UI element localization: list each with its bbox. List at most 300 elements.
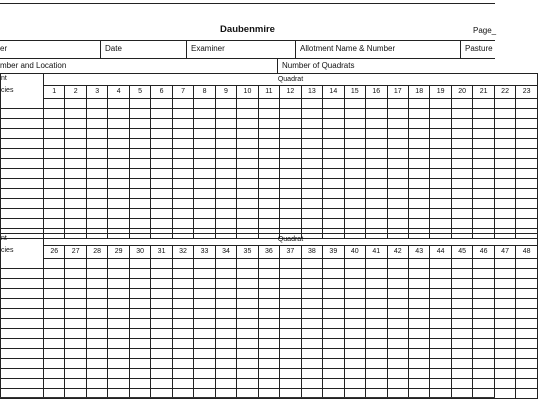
bottom-cover-cell[interactable] — [44, 369, 65, 379]
top-cover-cell[interactable] — [451, 189, 472, 199]
top-cover-cell[interactable] — [65, 199, 86, 209]
top-cover-cell[interactable] — [280, 129, 301, 139]
top-cover-cell[interactable] — [387, 189, 408, 199]
bottom-cover-cell[interactable] — [172, 379, 193, 389]
bottom-cover-cell[interactable] — [323, 339, 344, 349]
bottom-cover-cell[interactable] — [344, 259, 365, 269]
top-cover-cell[interactable] — [366, 99, 387, 109]
top-cover-cell[interactable] — [430, 119, 451, 129]
bottom-cover-cell[interactable] — [237, 319, 258, 329]
top-cover-cell[interactable] — [323, 109, 344, 119]
bottom-cover-cell[interactable] — [451, 339, 472, 349]
top-cover-cell[interactable] — [387, 219, 408, 229]
top-cover-cell[interactable] — [86, 179, 107, 189]
top-cover-cell[interactable] — [280, 119, 301, 129]
bottom-cover-cell[interactable] — [430, 319, 451, 329]
top-cover-cell[interactable] — [408, 189, 429, 199]
pasture-field-label[interactable]: Pasture — [465, 44, 493, 53]
top-cover-cell[interactable] — [44, 209, 65, 219]
top-cover-cell[interactable] — [129, 189, 150, 199]
top-cover-cell[interactable] — [473, 149, 494, 159]
top-cover-cell[interactable] — [65, 179, 86, 189]
top-cover-cell[interactable] — [408, 179, 429, 189]
top-cover-cell[interactable] — [258, 129, 279, 139]
bottom-cover-cell[interactable] — [430, 279, 451, 289]
top-cover-cell[interactable] — [323, 149, 344, 159]
bottom-cover-cell[interactable] — [516, 379, 538, 389]
bottom-cover-cell[interactable] — [129, 299, 150, 309]
top-cover-cell[interactable] — [344, 219, 365, 229]
top-cover-cell[interactable] — [301, 189, 322, 199]
bottom-cover-cell[interactable] — [237, 329, 258, 339]
bottom-cover-cell[interactable] — [301, 349, 322, 359]
top-cover-cell[interactable] — [430, 219, 451, 229]
top-cover-cell[interactable] — [65, 219, 86, 229]
top-cover-cell[interactable] — [108, 209, 129, 219]
bottom-cover-cell[interactable] — [408, 299, 429, 309]
bottom-cover-cell[interactable] — [301, 369, 322, 379]
top-cover-cell[interactable] — [387, 139, 408, 149]
bottom-cover-cell[interactable] — [473, 319, 494, 329]
top-cover-cell[interactable] — [451, 149, 472, 159]
bottom-cover-cell[interactable] — [408, 319, 429, 329]
bottom-cover-cell[interactable] — [194, 379, 215, 389]
bottom-cover-cell[interactable] — [387, 379, 408, 389]
bottom-cover-cell[interactable] — [301, 259, 322, 269]
top-cover-cell[interactable] — [430, 99, 451, 109]
bottom-species-cell[interactable] — [1, 289, 44, 299]
top-cover-cell[interactable] — [344, 129, 365, 139]
top-cover-cell[interactable] — [516, 139, 538, 149]
bottom-cover-cell[interactable] — [494, 319, 515, 329]
top-species-cell[interactable] — [1, 169, 44, 179]
bottom-cover-cell[interactable] — [366, 299, 387, 309]
bottom-cover-cell[interactable] — [65, 339, 86, 349]
bottom-cover-cell[interactable] — [473, 369, 494, 379]
top-cover-cell[interactable] — [451, 139, 472, 149]
top-cover-cell[interactable] — [344, 119, 365, 129]
bottom-cover-cell[interactable] — [194, 349, 215, 359]
top-cover-cell[interactable] — [108, 199, 129, 209]
top-cover-cell[interactable] — [301, 149, 322, 159]
top-cover-cell[interactable] — [65, 129, 86, 139]
bottom-cover-cell[interactable] — [280, 369, 301, 379]
bottom-cover-cell[interactable] — [129, 309, 150, 319]
bottom-cover-cell[interactable] — [494, 349, 515, 359]
bottom-cover-cell[interactable] — [344, 269, 365, 279]
top-cover-cell[interactable] — [258, 139, 279, 149]
bottom-cover-cell[interactable] — [430, 369, 451, 379]
bottom-cover-cell[interactable] — [258, 259, 279, 269]
top-cover-cell[interactable] — [172, 189, 193, 199]
top-cover-cell[interactable] — [108, 159, 129, 169]
top-cover-cell[interactable] — [473, 199, 494, 209]
top-cover-cell[interactable] — [516, 159, 538, 169]
top-cover-cell[interactable] — [323, 129, 344, 139]
top-cover-cell[interactable] — [494, 219, 515, 229]
top-cover-cell[interactable] — [387, 149, 408, 159]
bottom-cover-cell[interactable] — [172, 279, 193, 289]
top-cover-cell[interactable] — [451, 179, 472, 189]
top-cover-cell[interactable] — [86, 109, 107, 119]
top-cover-cell[interactable] — [280, 209, 301, 219]
bottom-species-cell[interactable] — [1, 309, 44, 319]
top-species-cell[interactable] — [1, 219, 44, 229]
top-cover-cell[interactable] — [344, 149, 365, 159]
top-cover-cell[interactable] — [301, 209, 322, 219]
top-cover-cell[interactable] — [344, 179, 365, 189]
top-cover-cell[interactable] — [215, 99, 236, 109]
bottom-cover-cell[interactable] — [301, 339, 322, 349]
top-cover-cell[interactable] — [258, 189, 279, 199]
bottom-cover-cell[interactable] — [65, 379, 86, 389]
top-cover-cell[interactable] — [516, 99, 538, 109]
top-cover-cell[interactable] — [494, 169, 515, 179]
top-cover-cell[interactable] — [516, 189, 538, 199]
top-cover-cell[interactable] — [494, 209, 515, 219]
bottom-cover-cell[interactable] — [65, 259, 86, 269]
bottom-cover-cell[interactable] — [451, 269, 472, 279]
bottom-cover-cell[interactable] — [108, 279, 129, 289]
bottom-cover-cell[interactable] — [344, 379, 365, 389]
top-cover-cell[interactable] — [408, 129, 429, 139]
bottom-cover-cell[interactable] — [494, 329, 515, 339]
top-cover-cell[interactable] — [86, 189, 107, 199]
top-cover-cell[interactable] — [366, 219, 387, 229]
bottom-cover-cell[interactable] — [108, 329, 129, 339]
top-cover-cell[interactable] — [129, 209, 150, 219]
bottom-cover-cell[interactable] — [237, 369, 258, 379]
top-cover-cell[interactable] — [366, 209, 387, 219]
bottom-cover-cell[interactable] — [323, 349, 344, 359]
top-cover-cell[interactable] — [237, 99, 258, 109]
bottom-cover-cell[interactable] — [494, 339, 515, 349]
bottom-cover-cell[interactable] — [387, 339, 408, 349]
bottom-cover-cell[interactable] — [65, 319, 86, 329]
bottom-cover-cell[interactable] — [494, 369, 515, 379]
bottom-cover-cell[interactable] — [65, 349, 86, 359]
bottom-cover-cell[interactable] — [194, 279, 215, 289]
bottom-cover-cell[interactable] — [451, 309, 472, 319]
bottom-cover-cell[interactable] — [237, 299, 258, 309]
top-cover-cell[interactable] — [215, 209, 236, 219]
bottom-cover-cell[interactable] — [215, 329, 236, 339]
bottom-cover-cell[interactable] — [430, 349, 451, 359]
top-cover-cell[interactable] — [215, 159, 236, 169]
top-cover-cell[interactable] — [151, 199, 172, 209]
top-cover-cell[interactable] — [516, 119, 538, 129]
top-cover-cell[interactable] — [430, 209, 451, 219]
top-cover-cell[interactable] — [430, 189, 451, 199]
bottom-cover-cell[interactable] — [494, 389, 515, 399]
top-cover-cell[interactable] — [301, 199, 322, 209]
top-cover-cell[interactable] — [108, 189, 129, 199]
bottom-cover-cell[interactable] — [258, 269, 279, 279]
bottom-cover-cell[interactable] — [473, 259, 494, 269]
top-cover-cell[interactable] — [86, 99, 107, 109]
top-cover-cell[interactable] — [516, 129, 538, 139]
bottom-cover-cell[interactable] — [387, 359, 408, 369]
top-cover-cell[interactable] — [151, 169, 172, 179]
top-cover-cell[interactable] — [430, 109, 451, 119]
top-cover-cell[interactable] — [129, 149, 150, 159]
bottom-cover-cell[interactable] — [516, 349, 538, 359]
top-species-cell[interactable] — [1, 179, 44, 189]
bottom-species-cell[interactable] — [1, 319, 44, 329]
top-cover-cell[interactable] — [344, 139, 365, 149]
top-cover-cell[interactable] — [280, 169, 301, 179]
bottom-cover-cell[interactable] — [430, 269, 451, 279]
top-cover-cell[interactable] — [44, 99, 65, 109]
quadrat-count-field-label[interactable]: Number of Quadrats — [282, 61, 355, 70]
bottom-cover-cell[interactable] — [280, 379, 301, 389]
top-cover-cell[interactable] — [258, 179, 279, 189]
bottom-cover-cell[interactable] — [516, 259, 538, 269]
bottom-cover-cell[interactable] — [237, 349, 258, 359]
bottom-cover-cell[interactable] — [194, 309, 215, 319]
bottom-cover-cell[interactable] — [387, 329, 408, 339]
bottom-cover-cell[interactable] — [44, 309, 65, 319]
bottom-cover-cell[interactable] — [44, 269, 65, 279]
top-cover-cell[interactable] — [194, 109, 215, 119]
bottom-cover-cell[interactable] — [344, 309, 365, 319]
top-cover-cell[interactable] — [408, 139, 429, 149]
top-cover-cell[interactable] — [516, 109, 538, 119]
bottom-cover-cell[interactable] — [86, 269, 107, 279]
bottom-cover-cell[interactable] — [237, 379, 258, 389]
top-cover-cell[interactable] — [151, 109, 172, 119]
top-cover-cell[interactable] — [215, 129, 236, 139]
top-cover-cell[interactable] — [194, 119, 215, 129]
top-cover-cell[interactable] — [430, 159, 451, 169]
bottom-cover-cell[interactable] — [408, 269, 429, 279]
bottom-cover-cell[interactable] — [194, 319, 215, 329]
top-cover-cell[interactable] — [215, 109, 236, 119]
bottom-cover-cell[interactable] — [344, 349, 365, 359]
top-species-cell[interactable] — [1, 199, 44, 209]
top-species-cell[interactable] — [1, 159, 44, 169]
bottom-cover-cell[interactable] — [151, 379, 172, 389]
bottom-cover-cell[interactable] — [258, 279, 279, 289]
top-cover-cell[interactable] — [430, 199, 451, 209]
bottom-cover-cell[interactable] — [172, 259, 193, 269]
top-cover-cell[interactable] — [473, 209, 494, 219]
top-cover-cell[interactable] — [129, 159, 150, 169]
top-cover-cell[interactable] — [323, 169, 344, 179]
bottom-cover-cell[interactable] — [258, 329, 279, 339]
top-cover-cell[interactable] — [44, 159, 65, 169]
top-cover-cell[interactable] — [344, 169, 365, 179]
bottom-cover-cell[interactable] — [323, 289, 344, 299]
bottom-cover-cell[interactable] — [473, 309, 494, 319]
bottom-species-cell[interactable] — [1, 269, 44, 279]
top-cover-cell[interactable] — [387, 129, 408, 139]
top-cover-cell[interactable] — [44, 189, 65, 199]
bottom-cover-cell[interactable] — [387, 269, 408, 279]
top-cover-cell[interactable] — [151, 149, 172, 159]
top-cover-cell[interactable] — [108, 119, 129, 129]
bottom-cover-cell[interactable] — [366, 379, 387, 389]
top-cover-cell[interactable] — [86, 119, 107, 129]
bottom-species-cell[interactable] — [1, 349, 44, 359]
top-cover-cell[interactable] — [516, 169, 538, 179]
top-cover-cell[interactable] — [473, 99, 494, 109]
top-species-cell[interactable] — [1, 139, 44, 149]
bottom-cover-cell[interactable] — [408, 349, 429, 359]
bottom-cover-cell[interactable] — [65, 299, 86, 309]
bottom-cover-cell[interactable] — [408, 329, 429, 339]
top-cover-cell[interactable] — [172, 119, 193, 129]
top-cover-cell[interactable] — [108, 169, 129, 179]
bottom-cover-cell[interactable] — [430, 329, 451, 339]
bottom-cover-cell[interactable] — [516, 299, 538, 309]
bottom-cover-cell[interactable] — [237, 269, 258, 279]
bottom-cover-cell[interactable] — [108, 309, 129, 319]
bottom-cover-cell[interactable] — [44, 279, 65, 289]
top-cover-cell[interactable] — [151, 219, 172, 229]
top-cover-cell[interactable] — [172, 169, 193, 179]
bottom-cover-cell[interactable] — [516, 369, 538, 379]
top-cover-cell[interactable] — [408, 159, 429, 169]
top-cover-cell[interactable] — [451, 209, 472, 219]
bottom-cover-cell[interactable] — [194, 259, 215, 269]
bottom-cover-cell[interactable] — [258, 359, 279, 369]
top-cover-cell[interactable] — [473, 109, 494, 119]
top-species-cell[interactable] — [1, 149, 44, 159]
bottom-cover-cell[interactable] — [473, 339, 494, 349]
top-cover-cell[interactable] — [387, 209, 408, 219]
top-cover-cell[interactable] — [215, 219, 236, 229]
bottom-cover-cell[interactable] — [451, 329, 472, 339]
top-cover-cell[interactable] — [237, 109, 258, 119]
top-cover-cell[interactable] — [301, 139, 322, 149]
top-cover-cell[interactable] — [344, 209, 365, 219]
top-cover-cell[interactable] — [65, 139, 86, 149]
top-cover-cell[interactable] — [237, 189, 258, 199]
top-cover-cell[interactable] — [151, 189, 172, 199]
top-cover-cell[interactable] — [151, 139, 172, 149]
bottom-cover-cell[interactable] — [172, 309, 193, 319]
top-cover-cell[interactable] — [408, 199, 429, 209]
top-cover-cell[interactable] — [151, 119, 172, 129]
top-cover-cell[interactable] — [108, 139, 129, 149]
top-species-cell[interactable] — [1, 109, 44, 119]
bottom-species-cell[interactable] — [1, 279, 44, 289]
bottom-cover-cell[interactable] — [194, 359, 215, 369]
top-cover-cell[interactable] — [129, 109, 150, 119]
top-cover-cell[interactable] — [172, 199, 193, 209]
top-species-cell[interactable] — [1, 209, 44, 219]
top-cover-cell[interactable] — [387, 99, 408, 109]
top-cover-cell[interactable] — [129, 119, 150, 129]
examiner-field-label[interactable]: Examiner — [191, 44, 225, 53]
bottom-cover-cell[interactable] — [516, 339, 538, 349]
bottom-cover-cell[interactable] — [430, 339, 451, 349]
bottom-cover-cell[interactable] — [44, 359, 65, 369]
top-cover-cell[interactable] — [258, 159, 279, 169]
top-cover-cell[interactable] — [237, 169, 258, 179]
bottom-cover-cell[interactable] — [323, 369, 344, 379]
top-cover-cell[interactable] — [280, 189, 301, 199]
top-cover-cell[interactable] — [301, 179, 322, 189]
top-cover-cell[interactable] — [215, 199, 236, 209]
bottom-species-cell[interactable] — [1, 369, 44, 379]
top-cover-cell[interactable] — [430, 139, 451, 149]
top-cover-cell[interactable] — [108, 129, 129, 139]
bottom-cover-cell[interactable] — [280, 359, 301, 369]
top-cover-cell[interactable] — [172, 109, 193, 119]
bottom-cover-cell[interactable] — [151, 369, 172, 379]
bottom-cover-cell[interactable] — [215, 349, 236, 359]
top-cover-cell[interactable] — [215, 189, 236, 199]
bottom-cover-cell[interactable] — [151, 279, 172, 289]
top-cover-cell[interactable] — [473, 189, 494, 199]
top-cover-cell[interactable] — [280, 139, 301, 149]
bottom-cover-cell[interactable] — [258, 289, 279, 299]
top-cover-cell[interactable] — [451, 129, 472, 139]
top-cover-cell[interactable] — [451, 109, 472, 119]
top-cover-cell[interactable] — [366, 179, 387, 189]
top-cover-cell[interactable] — [516, 149, 538, 159]
bottom-cover-cell[interactable] — [65, 309, 86, 319]
bottom-cover-cell[interactable] — [108, 349, 129, 359]
top-cover-cell[interactable] — [387, 109, 408, 119]
bottom-species-cell[interactable] — [1, 359, 44, 369]
top-cover-cell[interactable] — [215, 149, 236, 159]
top-cover-cell[interactable] — [430, 169, 451, 179]
top-cover-cell[interactable] — [172, 209, 193, 219]
bottom-cover-cell[interactable] — [344, 359, 365, 369]
bottom-cover-cell[interactable] — [129, 259, 150, 269]
bottom-cover-cell[interactable] — [408, 279, 429, 289]
top-cover-cell[interactable] — [65, 189, 86, 199]
top-cover-cell[interactable] — [301, 219, 322, 229]
top-cover-cell[interactable] — [301, 109, 322, 119]
bottom-cover-cell[interactable] — [323, 309, 344, 319]
top-cover-cell[interactable] — [237, 129, 258, 139]
top-cover-cell[interactable] — [44, 219, 65, 229]
top-cover-cell[interactable] — [108, 179, 129, 189]
top-cover-cell[interactable] — [258, 219, 279, 229]
bottom-cover-cell[interactable] — [387, 319, 408, 329]
bottom-cover-cell[interactable] — [129, 369, 150, 379]
bottom-cover-cell[interactable] — [172, 329, 193, 339]
top-cover-cell[interactable] — [194, 209, 215, 219]
top-cover-cell[interactable] — [494, 179, 515, 189]
bottom-cover-cell[interactable] — [301, 379, 322, 389]
bottom-cover-cell[interactable] — [408, 359, 429, 369]
bottom-cover-cell[interactable] — [258, 349, 279, 359]
bottom-cover-cell[interactable] — [366, 259, 387, 269]
top-cover-cell[interactable] — [516, 219, 538, 229]
bottom-cover-cell[interactable] — [301, 319, 322, 329]
top-cover-cell[interactable] — [451, 159, 472, 169]
bottom-cover-cell[interactable] — [280, 309, 301, 319]
top-cover-cell[interactable] — [194, 189, 215, 199]
top-cover-cell[interactable] — [194, 199, 215, 209]
bottom-cover-cell[interactable] — [65, 359, 86, 369]
top-cover-cell[interactable] — [301, 99, 322, 109]
top-cover-cell[interactable] — [494, 129, 515, 139]
bottom-cover-cell[interactable] — [430, 359, 451, 369]
top-cover-cell[interactable] — [108, 149, 129, 159]
bottom-cover-cell[interactable] — [172, 269, 193, 279]
bottom-cover-cell[interactable] — [430, 299, 451, 309]
top-cover-cell[interactable] — [323, 159, 344, 169]
bottom-cover-cell[interactable] — [172, 369, 193, 379]
top-cover-cell[interactable] — [151, 159, 172, 169]
bottom-cover-cell[interactable] — [129, 349, 150, 359]
